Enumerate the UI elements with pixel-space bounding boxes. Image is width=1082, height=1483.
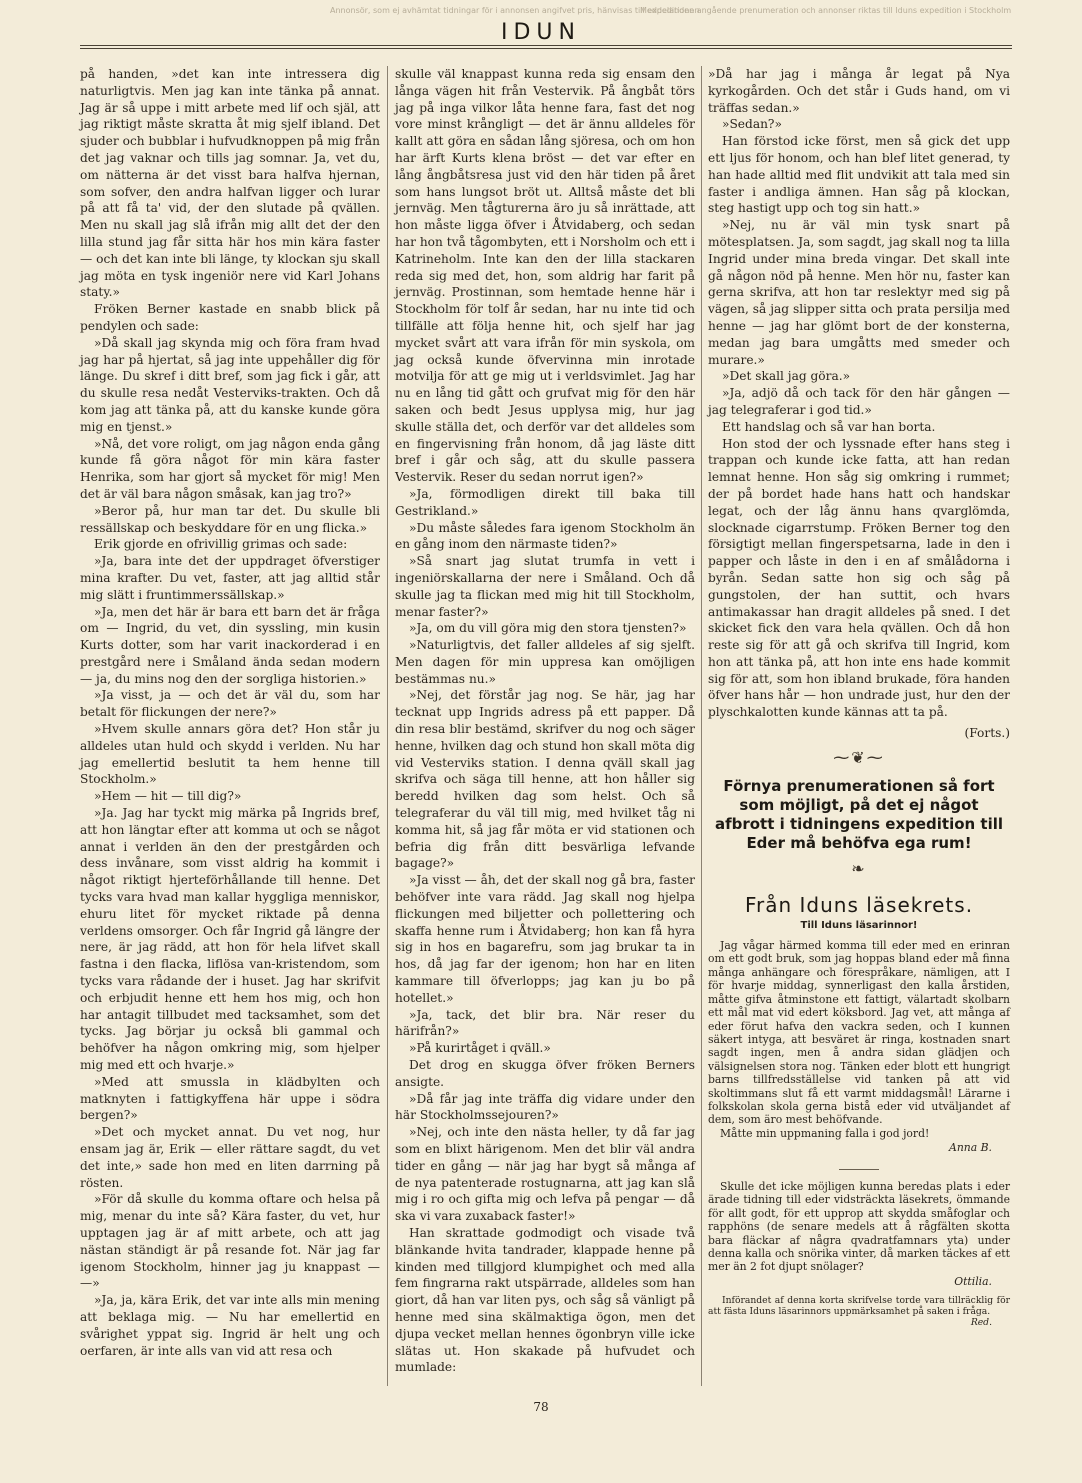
ornament-leaf-icon: ❧ xyxy=(851,858,867,878)
reader-letter-2 xyxy=(708,1180,1010,1274)
paragraph: skulle väl knappast kunna reda sig ensam den långa vägen hit från Vestervik. På ångbåt törs jag på inga vilkor låta henne fara, fast det nog vore minst krångligt — det är ännu alldeles för kallt att göra en sådan lång sjöresa, och om hon har ärft Kurts klena bröst — det var efter en lång ångbåtsresa just vid den här tiden på året som hans lungsot bröt ut. Alltså måste det bli jernväg. Men tågturerna äro ju så inrättade, att hon måste ligga öfver i Åtvidaberg, och sedan har hon två tågombyten, ett i Norsholm och ett i Katrineholm. Inte kan den der lilla stackaren reda sig med det, hon, som aldrig har farit på jernväg. Prostinnan, som hemtade henne här i Stockholm för tolf år sedan, har nu inte tid och tillfälle att följa henne hit, och sjelf har jag mycket svårt att vara ifrån för min syskola, om jag också kunde öfvervinna min inrotade motvilja för att ge mig ut i verldsvimlet. Jag har nu en lång tid gått och grufvat mig för den här saken och bedt Jesus upplysa mig, hur jag skulle ställa det, och derför var det alldeles som en fingervisning från honom, då jag läste ditt bref i går och såg, att du skulle passera Vestervik. Reser du sedan norrut igen?» xyxy=(395,67,695,485)
paragraph: »Så snart jag slutat trumfa in vett i ingeniörskallarna der nere i Småland. Och då skulle jag ta flickan med mig hit till Stockholm, menar faster?» xyxy=(395,554,695,619)
paragraph: Måtte min uppmaning falla i god jord! xyxy=(720,1126,930,1140)
paragraph: Fröken Berner kastade en snabb blick på pendylen och sade: xyxy=(80,302,380,333)
paragraph: »Du måste således fara igenom Stockholm än en gång inom den närmaste tiden?» xyxy=(395,520,695,552)
paragraph: »Nej, och inte den nästa heller, ty då far jag som en blixt härigenom. Men det blir väl andra tider en gång — när jag har bygt så många af de nya patenterade rostugnarna, att jag kan slå mig i ro och gifta mig och lefva på pengar — då ska vi vara zuxaback faster!» xyxy=(395,1125,695,1224)
letter-2-signature: Ottilia. xyxy=(954,1274,992,1288)
paragraph: »På kurirtåget i qväll.» xyxy=(409,1041,551,1056)
column-3 xyxy=(708,66,1010,1328)
section-title: Från Iduns läsekrets. xyxy=(744,893,974,918)
paragraph: »Då skall jag skynda mig och föra fram hvad jag har på hjertat, så jag inte uppehåller dig för länge. Du skref i ditt bref, som jag fick i går, att du skulle resa nedåt Vesterviks-trakten. Och då kom jag att tänka på, att du kanske kunde göra mig en tjenst.» xyxy=(80,335,380,434)
paragraph: på handen, »det kan inte intressera dig naturligtvis. Men jag kan inte tänka på annat. Jag är så uppe i mitt arbete med lif och själ, att jag riktigt måste skratta åt mig sjelf ibland. Det sjuder och bubblar i hufvudknoppen på mig från det jag vaknar och tills jag somnar. Ja, vet du, om nätterna är det visst bara halfva hjernan, som sofver, den andra halfvan ligger och lurar på att få ta' vid, der den slutade på qvällen. Men nu skall jag slå ifrån mig allt det der den lilla stund jag får sitta här hos min kära faster — och det kan inte bli länge, ty klockan sju skall jag möta en tysk ingeniör nere vid Karl Johans staty.» xyxy=(80,67,380,300)
paragraph: Han skrattade godmodigt och visade två blänkande hvita tandrader, klappade henne på kinden med tillgjord klumpighet och med alla fem fingrarna rakt utspärrade, alldeles som han giort, då han var liten pys, och såg så vänligt på henne med sina skälmaktiga ögon, men det djupa vecket mellan hennes ögonbryn ville icke slätas ut. Hon skakade på hufvudet och mumlade: xyxy=(395,1225,695,1375)
paragraph: »Ja, förmodligen direkt till baka till Gestrikland.» xyxy=(395,486,695,518)
editor-signature: Red. xyxy=(970,1317,992,1328)
paragraph: »Ja visst, ja — och det är väl du, som har betalt för flickungen der nere?» xyxy=(80,688,380,720)
paragraph: »Hvem skulle annars göra det? Hon står ju alldeles utan huld och skydd i verlden. Nu har jag emellertid beslutit ta hem henne till Stockholm.» xyxy=(80,722,380,787)
column-1 xyxy=(80,66,380,1359)
paragraph: »Nej, nu är väl min tysk snart på mötesplatsen. Ja, som sagdt, jag skall nog ta lilla Ingrid under mina breda vingar. Det skall inte gå någon nöd på henne. Men hör nu, faster kan gerna skrifva, att hon tar reslektyr med sig på vägen, så jag slipper sitta och prata persilja med henne — jag har glömt bort de der konsterna, medan jag bara umgåtts med smeder och murare.» xyxy=(708,218,1010,367)
paragraph: »Ja, ja, kära Erik, det var inte alls min mening att beklaga mig. — Nu har emellertid en svårighet yppat sig. Ingrid är helt ung och oerfaren, är inte alls van vid att resa och xyxy=(80,1293,380,1358)
paragraph: »Ja, tack, det blir bra. När reser du härifrån?» xyxy=(395,1007,695,1039)
column-divider xyxy=(701,66,702,1386)
ornament-divider-icon: ⁓❦⁓ xyxy=(833,747,885,767)
paragraph: »Nå, det vore roligt, om jag någon enda gång kunde få göra något för min kära faster Henrika, som har gjort så mycket för mig! Men det är väl bara någon småsak, kan jag tro?» xyxy=(80,436,380,501)
letter-2-body: Skulle det icke möjligen kunna beredas plats i eder ärade tidning till eder vidsträckta läsekrets, ömmande för allt godt, för ett upprop att skydda småfoglar och rapphöns (de senare medels att å rågfälten skotta bara fläckar af några qvadratfamnars yta) under denna kalla och snörika vinter, då marken täckes af ett mer än 2 fot djupt snölager? xyxy=(708,1179,1010,1274)
letter-1-signature: Anna B. xyxy=(949,1141,992,1155)
paragraph: Han förstod icke först, men så gick det upp ett ljus för honom, och han blef litet generad, ty han hade alltid med flit undvikit att tala med sin faster i andliga ämnen. Han såg på klockan, steg hastigt upp och tog sin hatt.» xyxy=(708,134,1010,216)
continued-marker: (Forts.) xyxy=(964,726,1010,741)
paragraph: »Då har jag i många år legat på Nya kyrkogården. Och det står i Guds hand, om vi träffas sedan.» xyxy=(708,67,1010,115)
paragraph: »Ja, om du vill göra mig den stora tjensten?» xyxy=(409,621,687,636)
page-title: IDUN xyxy=(501,20,581,45)
column-2 xyxy=(395,66,695,1376)
paragraph: »Ja visst — åh, det der skall nog gå bra, faster behöfver inte vara rädd. Jag skall nog hjelpa flickungen med biljetter och pollettering och skaffa henne rum i Åtvidaberg; hon kan få hyra sig in hos en bagarefru, som jag brukar ta in hos, då jag far der igenom; hon har en liten kammare till öfverlopps; jag kan ju bo på hotellet.» xyxy=(395,873,695,1005)
masthead xyxy=(0,0,1082,56)
reader-letter-1 xyxy=(708,939,1010,1140)
bleed-through-text-right: Meddelanden angående prenumeration och annonser riktas till Iduns expedition i Stockholm xyxy=(640,6,1012,15)
paragraph: »För då skulle du komma oftare och helsa på mig, menar du inte så? Kära faster, du vet, hur upptagen jag är af mitt arbete, och att jag nästan ständigt är på resande fot. När jag far igenom Stockholm, hinner jag ju knappast — —» xyxy=(80,1192,380,1291)
short-divider xyxy=(839,1169,879,1170)
column-divider xyxy=(387,66,388,1386)
paragraph: »Ja, bara inte det der uppdraget öfverstiger mina krafter. Du vet, faster, att jag alltid står mig slätt i fruntimmerssällskap.» xyxy=(80,554,380,602)
header-rule xyxy=(80,48,1012,49)
paragraph: »Med att smussla in klädbylten och matknyten i fattigkyffena här uppe i södra bergen?» xyxy=(80,1074,380,1123)
paragraph: »Ja, adjö då och tack för den här gången — jag telegraferar i god tid.» xyxy=(708,386,1010,417)
paragraph: Det drog en skugga öfver fröken Berners ansigte. xyxy=(395,1058,695,1089)
paragraph: »Beror på, hur man tar det. Du skulle bli ressällskap och beskyddare för en ung flicka.» xyxy=(80,503,380,535)
paragraph: »Det och mycket annat. Du vet nog, hur ensam jag är, Erik — eller rättare sagdt, du vet det inte,» sade hon med en liten darrning på rösten. xyxy=(80,1125,380,1190)
section-subtitle: Till Iduns läsarinnor! xyxy=(800,920,918,932)
header-rule xyxy=(80,45,1012,46)
paragraph: »Hem — hit — till dig?» xyxy=(94,789,242,804)
page-number: 78 xyxy=(533,1400,549,1414)
paragraph: Erik gjorde en ofrivillig grimas och sade: xyxy=(94,537,348,552)
paragraph: Hon stod der och lyssnade efter hans steg i trappan och kunde icke fatta, att han redan lemnat henne. Hon såg sig omkring i rummet; der på bordet hade hans hatt och handskar legat, och der låg ännu hans qvarglömda, slocknade cigarrstump. Fröken Berner tog den försigtigt mellan fingerspetsarna, lade in den i papper och låste in den i en af smålådorna i byrån. Sedan satte hon sig och såg på gungstolen, der han suttit, och hvars antimakassar han dragit alldeles på sned. I det skicket fick den vara hela qvällen. Och då hon reste sig för att gå och skrifva till Ingrid, kom hon att tänka på, att hon inte ens hade kommit sig för att, som hon ibland brukade, föra handen öfver hans hår — hon undrade just, hur den der plyschkalotten kunde kännas att ta på. xyxy=(708,436,1010,720)
paragraph: »Nej, det förstår jag nog. Se här, jag har tecknat upp Ingrids adress på ett papper. Då din resa blir bestämd, skrifver du nog och säger henne, hvilken dag och stund hon skall möta dig vid Vesterviks station. I denna qväll skall jag skrifva och säga till henne, att hon håller sig beredd hvilken dag som helst. Och så telegraferar du väl till mig, med hvilket tåg ni komma hit, så jag får möta er vid stationen och befria dig från ditt besvärliga lefvande bagage?» xyxy=(395,688,695,871)
paragraph: »Ja, men det här är bara ett barn det är fråga om — Ingrid, du vet, din syssling, min kusin Kurts dotter, som har varit inackorderad i en prestgård nere i Småland ända sedan modern — ja, du mins nog den der sorgliga historien.» xyxy=(80,604,380,686)
paragraph: »Ja. Jag har tyckt mig märka på Ingrids bref, att hon längtar efter att komma ut och se något annat i verlden än den der prestgården och dess invånare, som visst aldrig ha kommit i något riktigt hjerteförhållande till henne. Det tycks vara hvad man kallar hyggliga menniskor, ehuru litet för mycket riktade på denna verldens omsorger. Och får Ingrid gå längre der nere, är jag rädd, att hon för hela lifvet skall fastna i den flacka, liflösa van-kristendom, som tycks vara rådande der i huset. Jag har skrifvit och erbjudit henne ett hem hos mig, och hon har antagit tillbudet med tacksamhet, som det tycks. Jag börjar ju också bli gammal och behöfver ha någon omkring mig, som hjelper mig med ett och hvarje.» xyxy=(80,806,380,1073)
editor-note-text: Införandet af denna korta skrifvelse torde vara tillräcklig för att fästa Iduns läsarinnors uppmärksamhet på saken i fråga. xyxy=(708,1294,1010,1317)
paragraph: »Sedan?» xyxy=(722,117,782,132)
paragraph: »Då får jag inte träffa dig vidare under den här Stockholmssejouren?» xyxy=(395,1091,695,1123)
subscription-notice: Förnya prenumerationen så fort som möjligt, på det ej något afbrott i tidningens expedition till Eder må behöfva ega rum! xyxy=(714,776,1004,852)
bleed-through-text-left: Annonsör, som ej avhämtat tidningar för i annonsen angifvet pris, hänvisas till expeditionen xyxy=(330,6,700,15)
paragraph: »Naturligtvis, det faller alldeles af sig sjelft. Men dagen för min uppresa kan omöjligen bestämmas nu.» xyxy=(395,638,695,686)
story-continuation xyxy=(708,66,1010,721)
editor-note xyxy=(708,1294,1010,1328)
paragraph: Jag vågar härmed komma till eder med en erinran om ett godt bruk, som jag hoppas bland eder må finna många anhängare och förespråkare, nämligen, att I för hvarje middag, synnerligast den kalla årstiden, måtte gifva åtminstone ett fattigt, välartadt skolbarn ett mål mat vid edert köksbord. Jag vet, att många af eder förut hafva den vackra seden, och I kunnen säkert intyga, att besväret är ringa, kostnaden snart sagdt ingen, men å andra sidan glädjen och välsignelsen stora nog. Tänken eder blott ett hungrigt barns tillfredsställelse vid tanken på att vid skoltimmans slut få ett varmt middagsmål! Lärarne i folkskolan skola gerna bistå eder vid utväljandet af dem, som äro mest behöfvande. xyxy=(708,939,1010,1127)
paragraph: Ett handslag och så var han borta. xyxy=(722,419,936,434)
paragraph: »Det skall jag göra.» xyxy=(722,369,851,384)
